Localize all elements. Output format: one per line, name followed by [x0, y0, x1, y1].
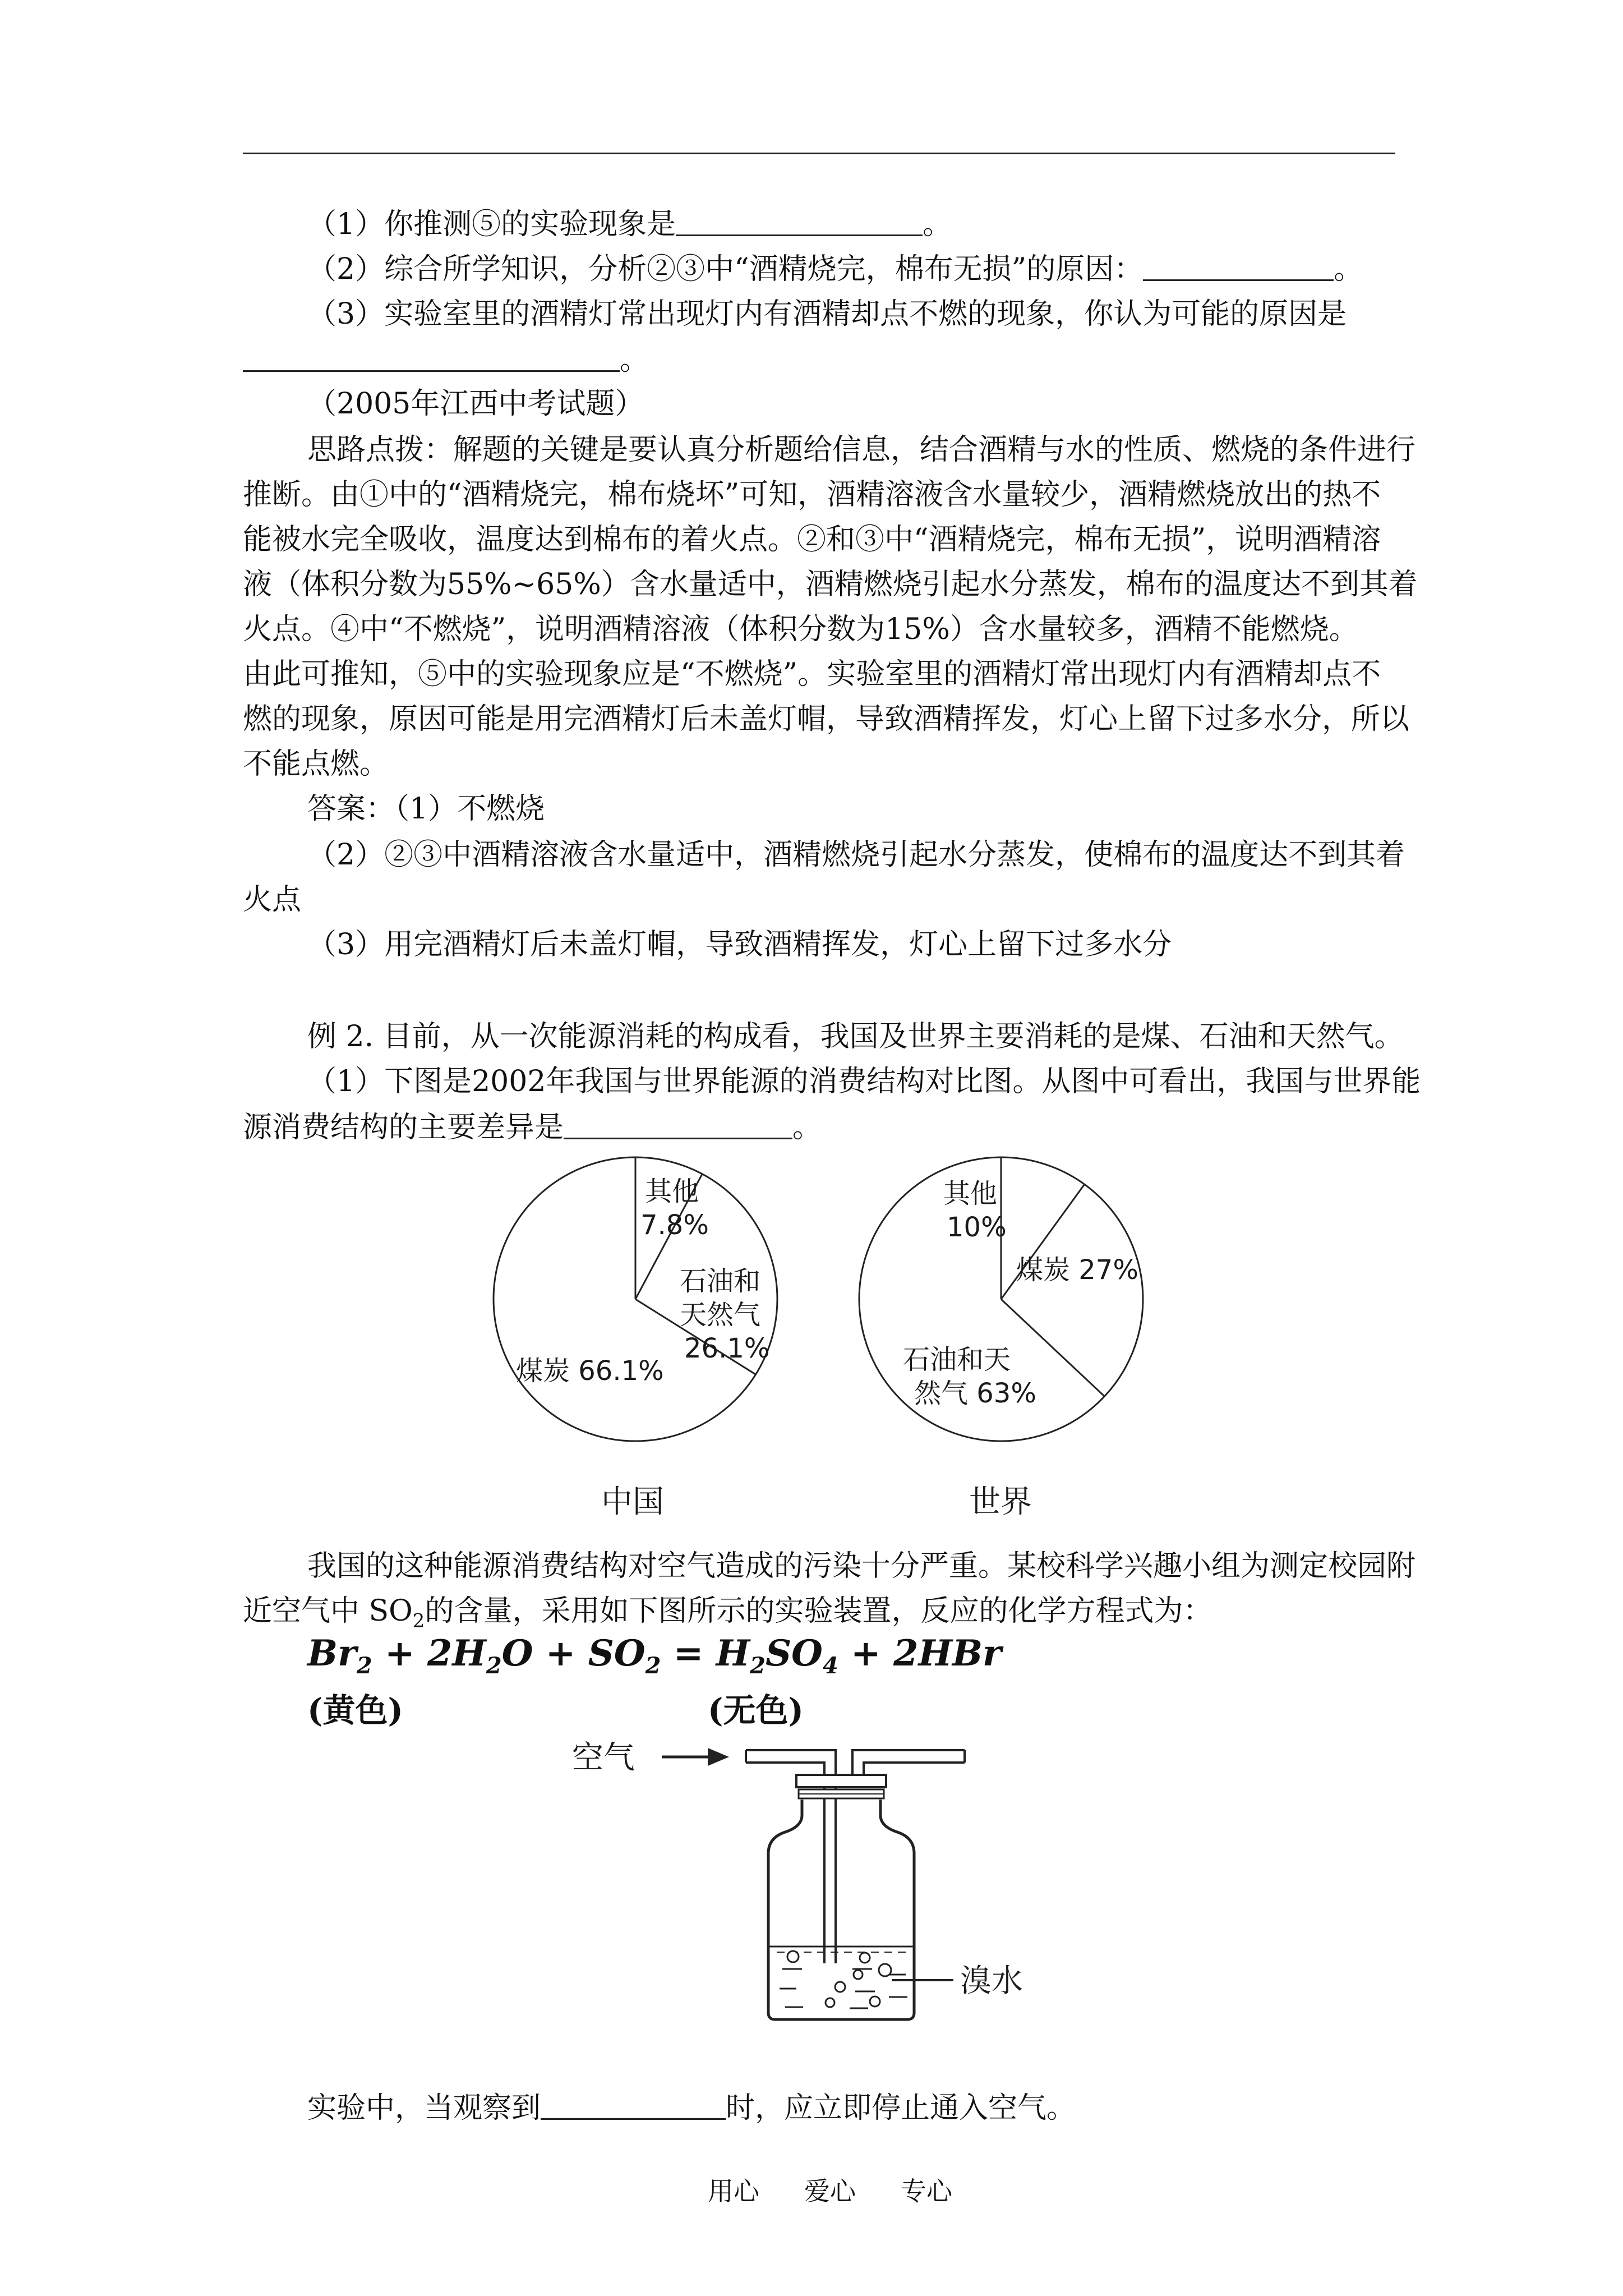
bottle-stopper	[796, 1775, 886, 1798]
answer-blank-1[interactable]	[676, 206, 923, 236]
paragraph-2: 我国的这种能源消费结构对空气造成的污染十分严重。某校科学兴趣小组为测定校园附	[307, 1549, 1416, 1583]
china-oil-value: 26.1%	[684, 1333, 770, 1364]
header-rule	[243, 153, 1395, 154]
analysis-line: 由此可推知，⑤中的实验现象应是“不燃烧”。实验室里的酒精灯常出现灯内有酒精却点不	[243, 657, 1381, 691]
chemical-equation: $Br_2 + 2H_2O + SO_2 = H_2SO_4 + 2HBr$	[307, 1632, 1002, 1679]
source-note: （2005年江西中考试题）	[307, 387, 644, 421]
analysis-line: 燃的现象，原因可能是用完酒精灯后未盖灯帽，导致酒精挥发，灯心上留下过多水分，所以	[243, 702, 1410, 736]
china-oil-label-2: 天然气	[680, 1299, 761, 1331]
china-pie-title: 中国	[601, 1484, 664, 1520]
bromine-water	[768, 1947, 914, 2008]
final-question: 实验中，当观察到 时，应立即停止通入空气。	[307, 2091, 1076, 2125]
world-coal-label: 煤炭 27%	[1016, 1254, 1138, 1286]
answer-blank-3[interactable]	[243, 342, 620, 372]
world-oil-label: 石油和天	[903, 1344, 1011, 1375]
example2-question-1: （1）下图是2002年我国与世界能源的消费结构对比图。从图中可看出，我国与世界能	[307, 1065, 1421, 1098]
bromine-water-label: 溴水	[960, 1963, 1023, 1999]
color-note-colorless: (无色)	[708, 1691, 804, 1729]
china-oil-label: 石油和	[680, 1266, 761, 1297]
answer-blank-4[interactable]	[564, 1110, 792, 1139]
page-footer: 用心 爱心 专心	[708, 2176, 952, 2206]
china-coal-label: 煤炭 66.1%	[516, 1355, 664, 1387]
example2-intro: 例 2. 目前，从一次能源消耗的构成看，我国及世界主要消耗的是煤、石油和天然气。	[307, 1020, 1404, 1053]
analysis-line: 不能点燃。	[243, 747, 389, 781]
world-oil-value: 然气 63%	[914, 1378, 1036, 1409]
question-3: （3）实验室里的酒精灯常出现灯内有酒精却点不燃的现象，你认为可能的原因是	[307, 297, 1347, 331]
world-other-value: 10%	[947, 1212, 1007, 1243]
paragraph-2-cont: 近空气中 $SO_2$的含量，采用如下图所示的实验装置，反应的化学方程式为：	[243, 1594, 1212, 1632]
answer-blank-5[interactable]	[541, 2090, 726, 2120]
answer-3: （3）用完酒精灯后未盖灯帽，导致酒精挥发，灯心上留下过多水分	[307, 928, 1172, 961]
air-arrow	[662, 1748, 729, 1766]
air-label: 空气	[572, 1740, 635, 1776]
china-pie	[494, 1157, 777, 1520]
answer-1: 答案：（1）不燃烧	[307, 792, 545, 826]
world-pie	[859, 1157, 1143, 1520]
question-1: （1）你推测⑤的实验现象是 。	[307, 208, 952, 241]
china-other-label: 其他	[645, 1176, 699, 1207]
analysis-line: 液（体积分数为55%~65%）含水量适中，酒精燃烧引起水分蒸发，棉布的温度达不到其着	[243, 568, 1418, 601]
world-pie-title: 世界	[969, 1484, 1032, 1520]
gas-washing-bottle-diagram	[561, 1728, 1099, 2042]
analysis-line: 火点。④中“不燃烧”，说明酒精溶液（体积分数为15%）含水量较多，酒精不能燃烧。	[243, 613, 1358, 646]
answer-2: （2）②③中酒精溶液含水量适中，酒精燃烧引起水分蒸发，使棉布的温度达不到其着	[307, 838, 1405, 872]
question-2: （2）综合所学知识，分析②③中“酒精烧完，棉布无损”的原因： 。	[307, 252, 1363, 286]
example2-question-1-cont: 源消费结构的主要差异是 。	[243, 1111, 822, 1144]
answer-2-cont: 火点	[243, 883, 302, 917]
energy-pie-charts	[477, 1156, 1195, 1537]
analysis-line: 思路点拨：解题的关键是要认真分析题给信息，结合酒精与水的性质、燃烧的条件进行	[307, 433, 1416, 467]
analysis-line: 推断。由①中的“酒精烧完，棉布烧坏”可知，酒精溶液含水量较少，酒精燃烧放出的热不	[243, 478, 1381, 512]
china-other-value: 7.8%	[640, 1209, 709, 1241]
question-3-blank-line: 。	[243, 342, 649, 377]
color-note-yellow: (黄色)	[307, 1691, 403, 1729]
answer-blank-2[interactable]	[1143, 251, 1334, 281]
world-other-label: 其他	[943, 1178, 998, 1209]
analysis-line: 能被水完全吸收，温度达到棉布的着火点。②和③中“酒精烧完，棉布无损”，说明酒精溶	[243, 523, 1381, 556]
